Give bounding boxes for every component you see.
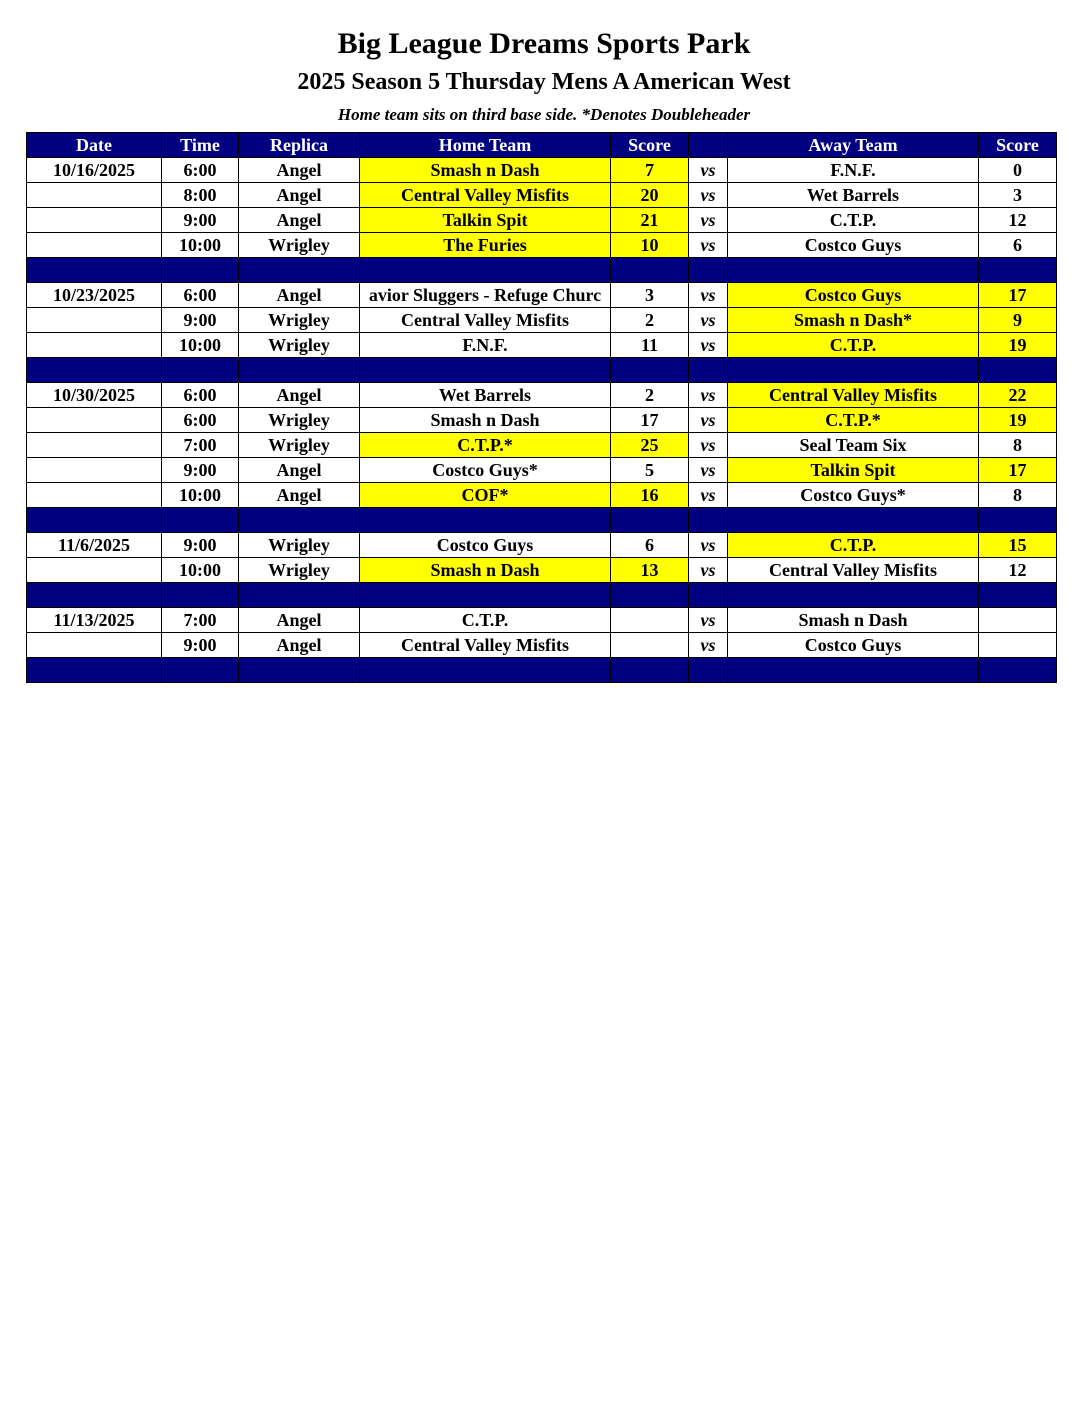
- home-score: 20: [611, 183, 689, 208]
- away-team: Talkin Spit: [728, 458, 979, 483]
- game-field: Angel: [239, 458, 360, 483]
- separator-row: [27, 658, 1057, 683]
- vs-label: vs: [689, 483, 728, 508]
- home-score: [611, 633, 689, 658]
- away-team: Costco Guys: [728, 283, 979, 308]
- separator-row: [27, 258, 1057, 283]
- game-time: 6:00: [162, 408, 239, 433]
- home-score: 3: [611, 283, 689, 308]
- vs-label: vs: [689, 408, 728, 433]
- separator-cell: [689, 258, 728, 283]
- away-team: Central Valley Misfits: [728, 558, 979, 583]
- game-date: [27, 408, 162, 433]
- game-time: 6:00: [162, 283, 239, 308]
- away-team: Costco Guys*: [728, 483, 979, 508]
- game-field: Angel: [239, 633, 360, 658]
- game-date: [27, 458, 162, 483]
- home-score: 5: [611, 458, 689, 483]
- vs-label: vs: [689, 233, 728, 258]
- separator-cell: [689, 658, 728, 683]
- separator-cell: [27, 583, 162, 608]
- away-score: 17: [979, 458, 1057, 483]
- separator-cell: [611, 658, 689, 683]
- game-time: 9:00: [162, 308, 239, 333]
- vs-label: vs: [689, 208, 728, 233]
- away-score: 17: [979, 283, 1057, 308]
- game-date: [27, 483, 162, 508]
- game-field: Wrigley: [239, 233, 360, 258]
- home-team: The Furies: [360, 233, 611, 258]
- away-score: [979, 608, 1057, 633]
- game-time: 6:00: [162, 383, 239, 408]
- vs-label: vs: [689, 458, 728, 483]
- home-team: Central Valley Misfits: [360, 183, 611, 208]
- game-date: [27, 633, 162, 658]
- away-score: 15: [979, 533, 1057, 558]
- game-date: 10/16/2025: [27, 158, 162, 183]
- home-team: avior Sluggers - Refuge Churc: [360, 283, 611, 308]
- col-home-score-header: Score: [611, 133, 689, 158]
- home-team: COF*: [360, 483, 611, 508]
- game-field: Angel: [239, 608, 360, 633]
- game-field: Wrigley: [239, 433, 360, 458]
- game-field: Wrigley: [239, 408, 360, 433]
- game-time: 9:00: [162, 458, 239, 483]
- home-score: 2: [611, 383, 689, 408]
- away-team: Costco Guys: [728, 633, 979, 658]
- game-row: [27, 408, 1057, 433]
- game-row: [27, 433, 1057, 458]
- game-field: Angel: [239, 183, 360, 208]
- separator-cell: [27, 658, 162, 683]
- home-team: Costco Guys: [360, 533, 611, 558]
- vs-label: vs: [689, 558, 728, 583]
- separator-cell: [728, 258, 979, 283]
- game-date: [27, 208, 162, 233]
- game-row: [27, 458, 1057, 483]
- home-team: Costco Guys*: [360, 458, 611, 483]
- game-date: [27, 333, 162, 358]
- away-score: 22: [979, 383, 1057, 408]
- page-subtitle: 2025 Season 5 Thursday Mens A American West: [297, 69, 791, 95]
- game-field: Wrigley: [239, 333, 360, 358]
- away-score: 19: [979, 333, 1057, 358]
- separator-cell: [239, 658, 360, 683]
- vs-label: vs: [689, 433, 728, 458]
- game-time: 10:00: [162, 483, 239, 508]
- home-team: Central Valley Misfits: [360, 308, 611, 333]
- game-date: 11/6/2025: [27, 533, 162, 558]
- vs-label: vs: [689, 158, 728, 183]
- doubleheader-note: Home team sits on third base side. *Denotes Doubleheader: [337, 105, 751, 124]
- game-date: 10/23/2025: [27, 283, 162, 308]
- vs-label: vs: [689, 283, 728, 308]
- home-score: 16: [611, 483, 689, 508]
- home-score: 13: [611, 558, 689, 583]
- game-row: [27, 558, 1057, 583]
- game-row: [27, 333, 1057, 358]
- game-field: Wrigley: [239, 533, 360, 558]
- game-date: [27, 558, 162, 583]
- schedule-table: [26, 132, 1057, 683]
- col-home-team-header: Home Team: [360, 133, 611, 158]
- separator-cell: [611, 358, 689, 383]
- game-time: 9:00: [162, 208, 239, 233]
- col-replica-header: Replica: [239, 133, 360, 158]
- game-row: [27, 233, 1057, 258]
- separator-cell: [239, 508, 360, 533]
- game-time: 7:00: [162, 433, 239, 458]
- separator-cell: [360, 583, 611, 608]
- separator-cell: [162, 658, 239, 683]
- separator-cell: [689, 583, 728, 608]
- game-field: Angel: [239, 208, 360, 233]
- home-score: 10: [611, 233, 689, 258]
- col-vs-header: [689, 133, 728, 158]
- vs-label: vs: [689, 533, 728, 558]
- page-title: Big League Dreams Sports Park: [337, 27, 751, 60]
- home-team: F.N.F.: [360, 333, 611, 358]
- separator-cell: [728, 508, 979, 533]
- separator-cell: [27, 358, 162, 383]
- away-team: Seal Team Six: [728, 433, 979, 458]
- away-score: 9: [979, 308, 1057, 333]
- game-row: [27, 308, 1057, 333]
- game-row: [27, 608, 1057, 633]
- separator-cell: [689, 508, 728, 533]
- game-date: [27, 233, 162, 258]
- separator-cell: [728, 583, 979, 608]
- away-team: Smash n Dash*: [728, 308, 979, 333]
- separator-cell: [728, 358, 979, 383]
- away-team: C.T.P.: [728, 333, 979, 358]
- separator-row: [27, 508, 1057, 533]
- home-team: Talkin Spit: [360, 208, 611, 233]
- away-score: 19: [979, 408, 1057, 433]
- separator-cell: [728, 658, 979, 683]
- separator-cell: [611, 583, 689, 608]
- separator-cell: [979, 658, 1057, 683]
- game-row: [27, 633, 1057, 658]
- separator-cell: [979, 508, 1057, 533]
- game-time: 10:00: [162, 333, 239, 358]
- home-score: 17: [611, 408, 689, 433]
- away-score: [979, 633, 1057, 658]
- home-score: [611, 608, 689, 633]
- game-time: 6:00: [162, 158, 239, 183]
- home-score: 7: [611, 158, 689, 183]
- home-team: Smash n Dash: [360, 558, 611, 583]
- home-team: Smash n Dash: [360, 158, 611, 183]
- game-date: 11/13/2025: [27, 608, 162, 633]
- away-score: 0: [979, 158, 1057, 183]
- away-team: F.N.F.: [728, 158, 979, 183]
- game-date: [27, 308, 162, 333]
- home-team: C.T.P.: [360, 608, 611, 633]
- vs-label: vs: [689, 633, 728, 658]
- game-field: Wrigley: [239, 308, 360, 333]
- game-field: Angel: [239, 283, 360, 308]
- away-score: 3: [979, 183, 1057, 208]
- game-date: [27, 433, 162, 458]
- game-row: [27, 533, 1057, 558]
- separator-cell: [360, 508, 611, 533]
- separator-row: [27, 358, 1057, 383]
- separator-cell: [162, 508, 239, 533]
- game-field: Angel: [239, 158, 360, 183]
- away-team: C.T.P.*: [728, 408, 979, 433]
- game-date: 10/30/2025: [27, 383, 162, 408]
- separator-cell: [611, 508, 689, 533]
- away-team: Wet Barrels: [728, 183, 979, 208]
- game-row: [27, 383, 1057, 408]
- home-score: 21: [611, 208, 689, 233]
- game-row: [27, 483, 1057, 508]
- game-field: Angel: [239, 483, 360, 508]
- vs-label: vs: [689, 333, 728, 358]
- separator-cell: [239, 583, 360, 608]
- home-score: 6: [611, 533, 689, 558]
- home-score: 11: [611, 333, 689, 358]
- game-field: Angel: [239, 383, 360, 408]
- separator-cell: [162, 258, 239, 283]
- game-time: 8:00: [162, 183, 239, 208]
- separator-cell: [360, 358, 611, 383]
- separator-cell: [979, 258, 1057, 283]
- away-score: 8: [979, 483, 1057, 508]
- game-time: 10:00: [162, 233, 239, 258]
- col-away-score-header: Score: [979, 133, 1057, 158]
- away-score: 6: [979, 233, 1057, 258]
- home-score: 25: [611, 433, 689, 458]
- vs-label: vs: [689, 308, 728, 333]
- col-time-header: Time: [162, 133, 239, 158]
- away-team: C.T.P.: [728, 208, 979, 233]
- away-score: 8: [979, 433, 1057, 458]
- away-score: 12: [979, 208, 1057, 233]
- schedule-body: [27, 158, 1057, 683]
- home-team: C.T.P.*: [360, 433, 611, 458]
- vs-label: vs: [689, 383, 728, 408]
- separator-cell: [611, 258, 689, 283]
- separator-row: [27, 583, 1057, 608]
- col-away-team-header: Away Team: [728, 133, 979, 158]
- game-row: [27, 283, 1057, 308]
- separator-cell: [979, 358, 1057, 383]
- col-date-header: Date: [27, 133, 162, 158]
- game-time: 9:00: [162, 633, 239, 658]
- vs-label: vs: [689, 608, 728, 633]
- separator-cell: [162, 358, 239, 383]
- away-score: 12: [979, 558, 1057, 583]
- home-team: Central Valley Misfits: [360, 633, 611, 658]
- game-row: [27, 183, 1057, 208]
- game-time: 9:00: [162, 533, 239, 558]
- home-team: Smash n Dash: [360, 408, 611, 433]
- game-date: [27, 183, 162, 208]
- separator-cell: [360, 658, 611, 683]
- separator-cell: [27, 508, 162, 533]
- vs-label: vs: [689, 183, 728, 208]
- away-team: C.T.P.: [728, 533, 979, 558]
- separator-cell: [979, 583, 1057, 608]
- away-team: Smash n Dash: [728, 608, 979, 633]
- home-score: 2: [611, 308, 689, 333]
- separator-cell: [689, 358, 728, 383]
- game-row: [27, 208, 1057, 233]
- game-field: Wrigley: [239, 558, 360, 583]
- home-team: Wet Barrels: [360, 383, 611, 408]
- separator-cell: [27, 258, 162, 283]
- game-time: 7:00: [162, 608, 239, 633]
- game-time: 10:00: [162, 558, 239, 583]
- separator-cell: [162, 583, 239, 608]
- away-team: Costco Guys: [728, 233, 979, 258]
- separator-cell: [360, 258, 611, 283]
- separator-cell: [239, 258, 360, 283]
- separator-cell: [239, 358, 360, 383]
- away-team: Central Valley Misfits: [728, 383, 979, 408]
- header-row: [27, 133, 1057, 158]
- game-row: [27, 158, 1057, 183]
